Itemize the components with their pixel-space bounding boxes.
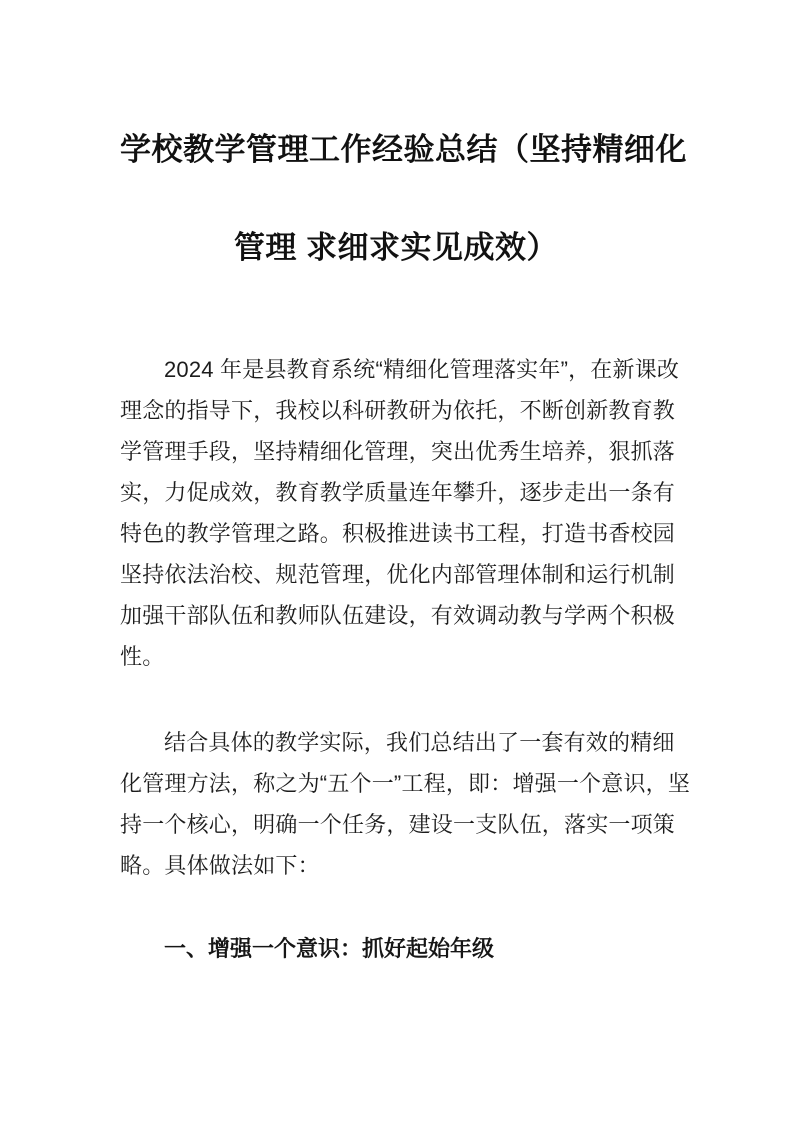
paragraph-line: 2024 年是县教育系统“精细化管理落实年”，在新课改 xyxy=(164,357,680,382)
paragraph-line: 实，力促成效，教育教学质量连年攀升，逐步走出一条有 xyxy=(120,480,676,505)
paragraph-line: 理念的指导下，我校以科研教研为依托，不断创新教育教 xyxy=(120,398,676,423)
paragraph-line: 持一个核心，明确一个任务，建设一支队伍，落实一项策 xyxy=(120,812,676,837)
paragraph-line: 化管理方法，称之为“五个一”工程，即：增强一个意识，坚 xyxy=(120,771,691,796)
paragraph-2 xyxy=(120,722,691,886)
paragraph-line: 学管理手段，坚持精细化管理，突出优秀生培养，狠抓落 xyxy=(120,439,676,464)
paragraph-line: 性。 xyxy=(120,644,165,669)
section-heading-1: 一、增强一个意识：抓好起始年级 xyxy=(164,936,495,961)
paragraph-line: 坚持依法治校、规范管理，优化内部管理体制和运行机制 xyxy=(120,562,676,587)
document-title-line-1: 学校教学管理工作经验总结（坚持精细化 xyxy=(120,132,687,167)
paragraph-1 xyxy=(120,349,680,677)
paragraph-line: 结合具体的教学实际，我们总结出了一套有效的精细 xyxy=(164,730,675,755)
document-title xyxy=(120,101,687,297)
paragraph-line: 加强干部队伍和教师队伍建设，有效调动教与学两个积极 xyxy=(120,603,676,628)
document-title-line-2: 管理 求细求实见成效） xyxy=(233,230,559,265)
paragraph-line: 略。具体做法如下： xyxy=(120,853,320,878)
paragraph-line: 特色的教学管理之路。积极推进读书工程，打造书香校园 xyxy=(120,521,676,546)
